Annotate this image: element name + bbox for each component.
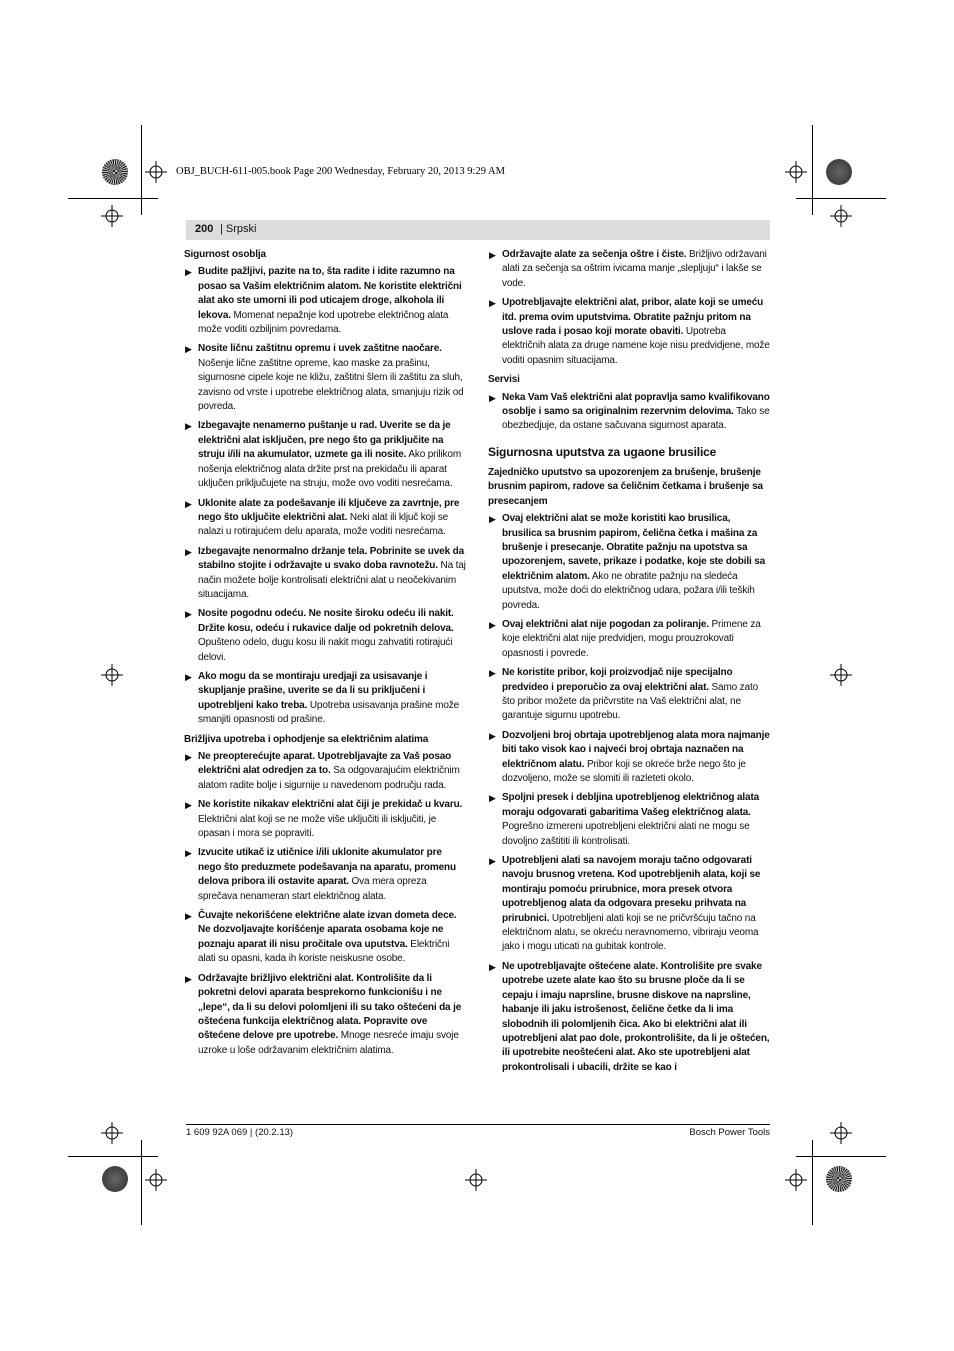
registration-rosette-icon — [826, 159, 852, 185]
bullet-triangle-icon: ▶ — [489, 298, 496, 309]
bullet-triangle-icon: ▶ — [489, 961, 496, 972]
list-item: ▶ Uklonite alate za podešavanje ili ključeve za zavrtnje, pre nego što uključite električni alat. Neki alat ili ključ koji se nalazi u rotirajućem delu aparata, može voditi nesrećama. — [185, 497, 460, 538]
list-item: ▶ Spoljni presek i debljina upotrebljenog električnog alata moraju odgovarati gabaritima Vašeg električnog alata. Pogrešno izmereni upotrebljeni električni alati ne mogu se dovoljno zaštititi ili kontrolisati. — [489, 792, 760, 847]
section-heading: Sigurnost osoblja — [184, 249, 266, 260]
registration-target-icon — [830, 205, 852, 227]
bullet-triangle-icon: ▶ — [489, 619, 496, 630]
footer-brand: Bosch Power Tools — [689, 1127, 770, 1138]
bullet-triangle-icon: ▶ — [489, 856, 496, 867]
list-item: ▶ Izbegavajte nenormalno držanje tela. Pobrinite se uvek da stabilno stojite i održavajte u svako doba ravnotežu. Na taj način možete bolje kontrolisati električni alat u neočekivanim situacijama. — [185, 545, 466, 600]
registration-target-icon — [145, 161, 167, 183]
registration-rosette-icon — [826, 1166, 852, 1192]
list-item: ▶ Čuvajte nekorišćene električne alate izvan dometa dece. Ne dozvoljavajte korišćenje aparata osobama koje ne poznaju aparat ili nisu pročitale ova uputstva. Električni alati su opasni, kada ih koriste neiskusne osobe. — [185, 910, 457, 965]
print-header: OBJ_BUCH-611-005.book Page 200 Wednesday, February 20, 2013 9:29 AM — [176, 166, 505, 177]
crop-mark — [812, 1140, 813, 1225]
list-item: ▶ Budite pažljivi, pazite na to, šta radite i idite razumno na posao sa Vašim električnim alatom. Ne koristite električni alat ako ste umorni ili pod uticajem droge, alkohola ili lekova. Momenat nepažnje kod upotrebe električnog alata može voditi ozbiljnim povredama. — [185, 266, 462, 336]
bullet-triangle-icon: ▶ — [185, 752, 192, 762]
list-item: ▶ Ovaj električni alat nije pogodan za poliranje. Primene za koje električni alat nije predvidjen, mogu prouzrokovati opasnosti i povrede. — [489, 618, 761, 659]
registration-target-icon — [101, 664, 123, 686]
list-item: ▶ Ako mogu da se montiraju uredjaji za usisavanje i skupljanje prašine, uverite se da li su priključeni i upotrebljeni kako treba. Upotreba usisavanja prašine može smanjiti opasnosti od prašine. — [185, 670, 460, 726]
crop-mark — [68, 1156, 158, 1157]
registration-rosette-icon — [102, 159, 128, 185]
bullet-triangle-icon: ▶ — [489, 793, 496, 804]
registration-target-icon — [145, 1169, 167, 1191]
list-item: ▶ Dozvoljeni broj obrtaja upotrebljenog alata mora najmanje biti tako visok kao i najveći broj obrtaja naznačen na električnom alatu. Pribor koji se okreće brže nego što je dozvoljeno, može se slomiti ili razleteti okolo. — [489, 729, 770, 784]
crop-mark — [141, 125, 142, 215]
section-heading: Servisi — [488, 374, 520, 386]
list-item: ▶ Ovaj električni alat se može koristiti kao brusilica, brusilica sa brusnim papirom, čelična četka i mašina za brušenje i presecanje. Obratite pažnju na upotstva sa upozorenjem, savete, prikaze i podatke, koje ste dobili sa električnim alatom. Ako ne obratite pažnju na sledeća uputstva, može doći do električnog udara, požara i/ili teških povreda. — [489, 513, 766, 611]
bullet-triangle-icon: ▶ — [185, 671, 192, 682]
list-item: ▶ Upotrebljavajte električni alat, pribor, alate koji se umeću itd. prema ovim uputstvima. Obratite pažnju pritom na uslove rada i posao koji morate obaviti. Upotreba električnih alata za druge namene koje nisu predvidjene, može voditi opasnim situacijama. — [489, 297, 770, 366]
registration-target-icon — [101, 1122, 123, 1144]
list-item: ▶ Nosite ličnu zaštitnu opremu i uvek zaštitne naočare. Nošenje lične zaštitne opreme, kao maske za prašinu, sigurnosne cipele koje ne kližu, zaštitni šlem ili zaštitu za sluh, zavisno od vrste i upotrebe električnog alata, smanjuju rizik od povreda. — [185, 343, 464, 413]
bullet-triangle-icon: ▶ — [489, 514, 496, 525]
main-section-title: Sigurnosna uputstva za ugaone brusilice — [488, 444, 717, 459]
bullet-triangle-icon: ▶ — [489, 250, 496, 260]
list-item: ▶ Upotrebljeni alati sa navojem moraju tačno odgovarati navoju brusnog vretena. Kod upotrebljenih alata, koji se montiraju pomoću prirubnice, mora presek otvora upotrebljenog alata da odgovara preseku prihvata na prirubnici. Upotrebljeni alati koji se ne pričvršćuju tačno na električnom alatu, se okreću neravnomerno, vibriraju veoma jako i mogu uticati na gubitak kontrole. — [489, 855, 761, 953]
list-item: ▶ Ne upotrebljavajte oštećene alate. Kontrolišite pre svake upotrebe uzete alate kao što su brusne ploče da li se cepaju i imaju naprsline, brusne diskove na naprsline, habanje ili jaku istrošenost, čelične četke da li ima slobodnih ili polomljenih čica. Ako bi električni alat ili upotrebljeni alat pao dole, prokontrolišite, da li je oštećen, ili upotrebite neoštećeni alat. Ako ste upotrebljeni alat prokontrolisali i ubacili, držite se kao i — [489, 960, 770, 1073]
registration-target-icon — [465, 1169, 487, 1191]
footer-rule — [186, 1124, 770, 1125]
page-number: 200 — [195, 223, 214, 235]
list-item: ▶ Ne koristite nikakav električni alat čiji je prekidač u kvaru. Električni alat koji se ne može više uključiti ili isključiti, je opasan i mora se popraviti. — [185, 799, 463, 840]
bullet-triangle-icon: ▶ — [185, 800, 192, 811]
bullet-triangle-icon: ▶ — [185, 848, 192, 859]
bullet-triangle-icon: ▶ — [185, 421, 192, 432]
crop-mark — [141, 1140, 142, 1225]
crop-mark — [796, 1156, 886, 1157]
list-item: ▶ Nosite pogodnu odeću. Ne nosite široku odeću ili nakit. Držite kosu, odeću i rukavice dalje od pokretnih delova. Opušteno odelo, dugu kosu ili nakit mogu zahvatiti rotirajući delovi. — [185, 608, 454, 663]
crop-mark — [812, 125, 813, 215]
crop-mark — [68, 198, 158, 199]
page-language: | Srpski — [220, 223, 257, 235]
bullet-triangle-icon: ▶ — [185, 973, 192, 984]
bullet-triangle-icon: ▶ — [185, 911, 192, 922]
registration-target-icon — [101, 205, 123, 227]
list-item: ▶ Ne preopterećujte aparat. Upotrebljavajte za Vaš posao električni alat odredjen za to. Sa odgovarajućim električnim alatom radite bolje i sigurnije u navedenom području rada. — [185, 751, 460, 791]
bullet-triangle-icon: ▶ — [489, 730, 496, 741]
registration-rosette-icon — [102, 1166, 128, 1192]
right-column — [488, 248, 770, 1080]
list-item: ▶ Izbegavajte nenamerno puštanje u rad. Uverite se da je električni alat isključen, pre nego što ga priključite na struju i/ili na akumulator, uzmete ga ili nosite. Ako prilikom nošenja električnog alata držite prst na prekidaču ili aparat uključen priključujete na struju, može ovo voditi nesrećama. — [185, 420, 462, 490]
bullet-triangle-icon: ▶ — [185, 546, 192, 557]
bullet-triangle-icon: ▶ — [185, 498, 192, 509]
list-item: ▶ Izvucite utikač iz utičnice i/ili uklonite akumulator pre nego što preduzmete podešavanja na aparatu, promenu delova pribora ili ostavite aparat. Ova mera opreza sprečava nenameran start električnog alata. — [185, 847, 456, 902]
bullet-triangle-icon: ▶ — [185, 344, 192, 355]
left-column — [184, 248, 466, 1063]
list-item: ▶ Ne koristite pribor, koji proizvodjač nije specijalno predvideo i preporučio za ovaj električni alat. Samo zato što pribor možete da pričvrstite na Vaš električni alat, ne garantuje sigurnu upotrebu. — [489, 667, 758, 722]
list-item: ▶ Održavajte alate za sečenja oštre i čiste. Brižljivo održavani alati za sečenja sa oštrim ivicama manje „slepljuju“ i lakše se vode. — [489, 249, 767, 289]
list-item: ▶ Održavajte brižljivo električni alat. Kontrolišite da li pokretni delovi aparata besprekorno funkcionišu i ne „lepe“, da li su delovi polomljeni ili su tako oštećeni da je oštećena funkcija električnog alata. Popravite ove oštećene delove pre upotrebe. Mnoge nesreće imaju svoje uzroke u loše održavanim električnim alatima. — [185, 972, 462, 1056]
bullet-triangle-icon: ▶ — [489, 668, 496, 679]
section-heading: Brižljiva upotreba i ophodjenje sa električnim alatima — [184, 733, 429, 745]
page-header — [186, 220, 770, 240]
registration-target-icon — [830, 1122, 852, 1144]
list-item: ▶ Neka Vam Vaš električni alat popravlja samo kvalifikovano osoblje i samo sa originalnim rezervnim delovima. Tako se obezbedjuje, da ostane sačuvana sigurnost aparata. — [489, 391, 770, 432]
crop-mark — [796, 198, 886, 199]
section-heading: Zajedničko uputstvo sa upozorenjem za brušenje, brušenje brusnim papirom, radove sa čeličnim četkama i brušenje sa presecanjem — [488, 466, 763, 507]
registration-target-icon — [785, 161, 807, 183]
bullet-triangle-icon: ▶ — [185, 267, 192, 278]
registration-target-icon — [785, 1169, 807, 1191]
footer-document-number: 1 609 92A 069 | (20.2.13) — [186, 1127, 294, 1138]
registration-target-icon — [830, 664, 852, 686]
bullet-triangle-icon: ▶ — [489, 392, 496, 403]
bullet-triangle-icon: ▶ — [185, 609, 192, 620]
